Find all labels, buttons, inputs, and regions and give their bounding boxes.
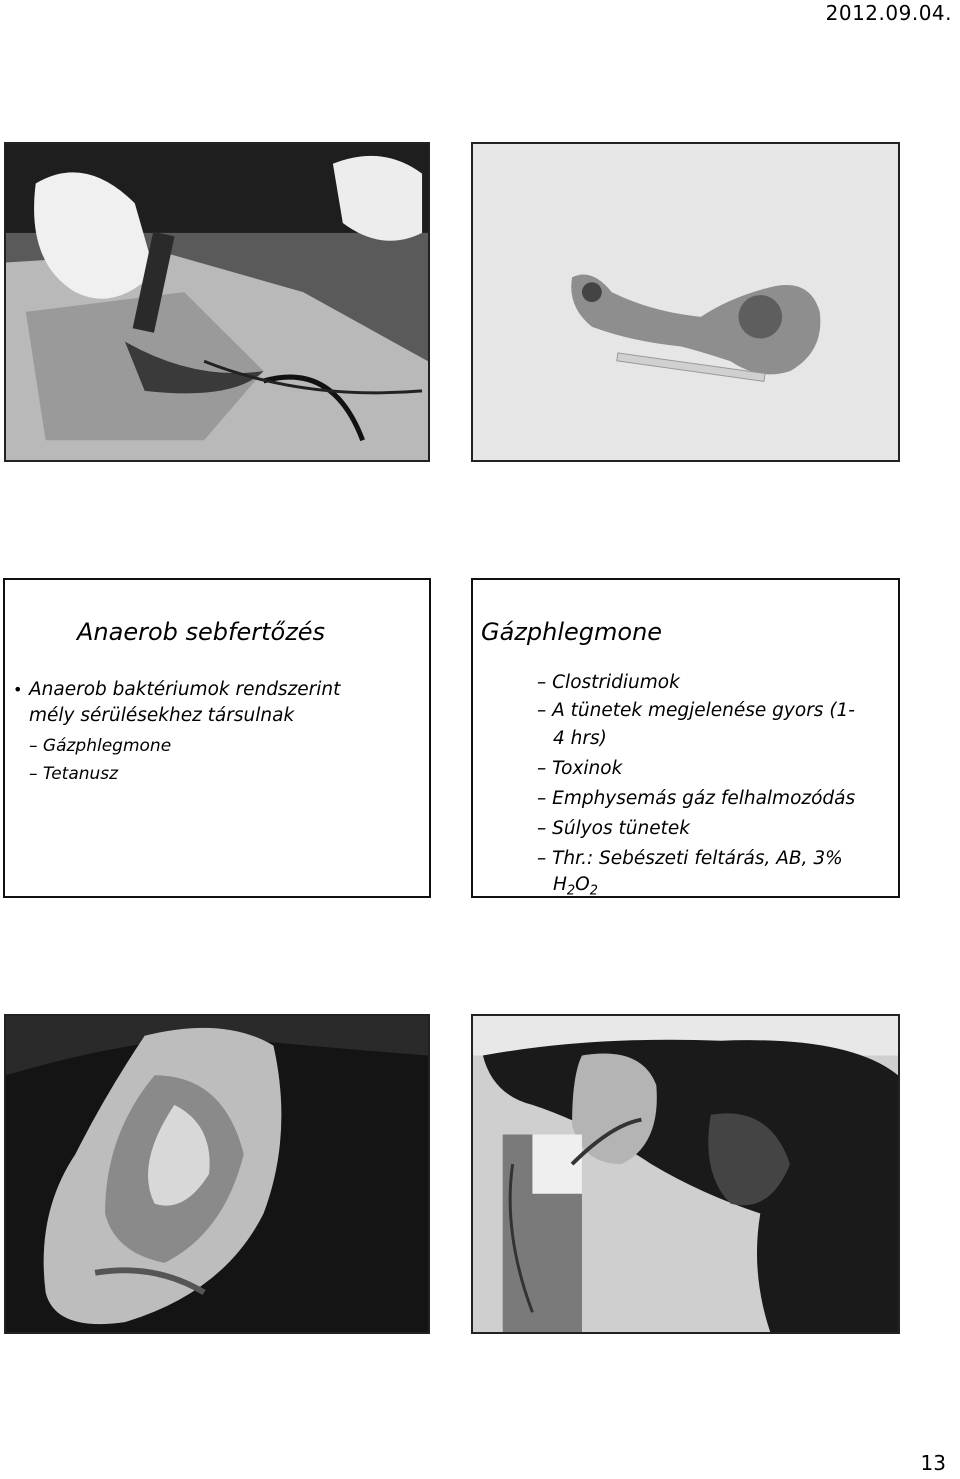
item-tunetek-megjelenese: – A tünetek megjelenése gyors (1-: [537, 700, 855, 721]
photo-wound: [4, 1014, 430, 1334]
sub-item-tetanusz: – Tetanusz: [29, 764, 119, 784]
slide-gazphlegmone: [471, 578, 900, 898]
bullet-text-line1: Anaerob baktériumok rendszerint: [29, 679, 341, 700]
photo-horse: [471, 1014, 900, 1334]
item-tunetek-megjelenese-cont: 4 hrs): [553, 728, 607, 749]
item-emphysemas: – Emphysemás gáz felhalmozódás: [537, 788, 856, 809]
item-clostridiumok: – Clostridiumok: [537, 672, 680, 693]
document-date: 2012.09.04.: [825, 1, 952, 25]
formula-o: O: [575, 874, 590, 895]
item-therapy: – Thr.: Sebészeti feltárás, AB, 3%: [537, 848, 843, 869]
formula-sub-2b: 2: [589, 883, 598, 898]
page-number: 13: [920, 1451, 946, 1475]
item-h2o2: [553, 874, 598, 898]
formula-sub-2a: 2: [566, 883, 576, 898]
photo-specimen: [471, 142, 900, 462]
sub-item-gazphlegmone: – Gázphlegmone: [29, 736, 172, 756]
item-toxinok: – Toxinok: [537, 758, 623, 779]
slide-title: Gázphlegmone: [481, 618, 663, 646]
photo-surgery: [4, 142, 430, 462]
bullet-text-line2: mély sérülésekhez társulnak: [29, 705, 295, 726]
slide-title: Anaerob sebfertőzés: [77, 618, 326, 646]
item-sulyos-tunetek: – Súlyos tünetek: [537, 818, 690, 839]
formula-h: H: [553, 874, 567, 895]
slide-anaerob-sebfertozes: [3, 578, 431, 898]
bullet-dot: •: [13, 680, 23, 699]
